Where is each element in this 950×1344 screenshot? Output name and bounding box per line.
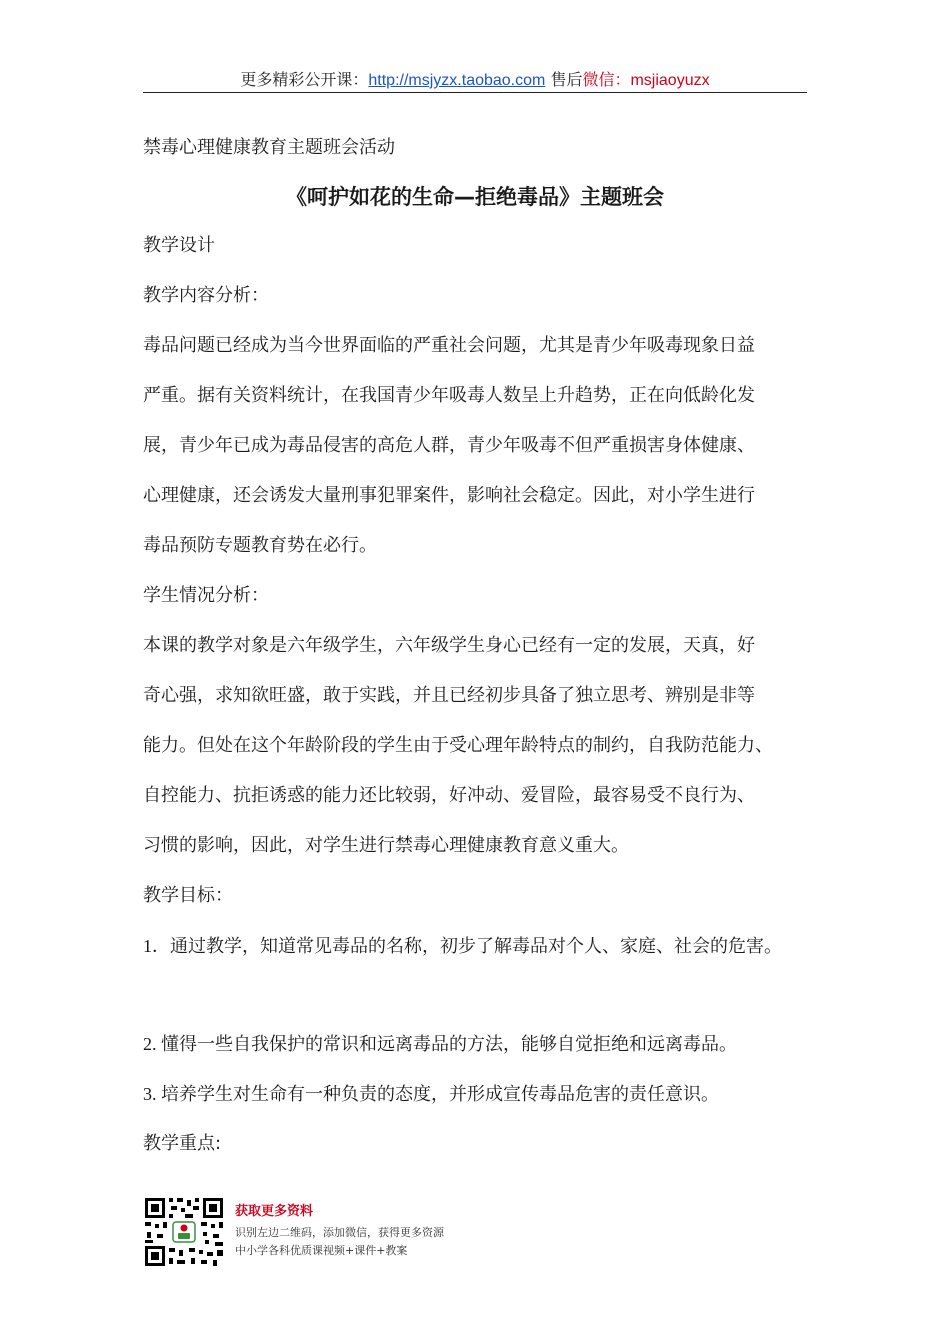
after-sales-label: 售后 [545, 70, 583, 89]
content-line: 严重。据有关资料统计，在我国青少年吸毒人数呈上升趋势，正在向低龄化发 [143, 385, 755, 406]
goal-number: 2. [143, 1034, 161, 1054]
header-divider [143, 92, 807, 93]
shop-link[interactable]: http://msjyzx.taobao.com [368, 72, 546, 89]
section-heading-content: 教学内容分析： [143, 285, 269, 306]
wechat-label: 微信： [582, 70, 631, 89]
content-line: 毒品问题已经成为当今世界面临的严重社会问题，尤其是青少年吸毒现象日益 [143, 335, 755, 356]
goal-text: 懂得一些自我保护的常识和远离毒品的方法，能够自觉拒绝和远离毒品。 [161, 1034, 737, 1055]
qr-code-icon[interactable] [143, 1196, 225, 1268]
section-heading-key: 教学重点: [143, 1133, 222, 1154]
goal-text: 通过教学，知道常见毒品的名称，初步了解毒品对个人、家庭、社会的危害。 [170, 936, 782, 957]
student-line: 习惯的影响，因此，对学生进行禁毒心理健康教育意义重大。 [143, 835, 629, 856]
promo-title: 获取更多资料 [235, 1204, 314, 1219]
wechat-id: msjiaoyuzx [630, 72, 710, 89]
goal-number: 1． [143, 936, 170, 956]
section-heading-design: 教学设计 [143, 235, 215, 256]
section-heading-students: 学生情况分析： [143, 585, 269, 606]
student-line: 能力。但处在这个年龄阶段的学生由于受心理年龄特点的制约，自我防范能力、 [143, 735, 773, 756]
doc-title: 《呵护如花的生命—拒绝毒品》主题班会 [286, 185, 664, 209]
content-line: 毒品预防专题教育势在必行。 [143, 535, 377, 556]
student-line: 本课的教学对象是六年级学生，六年级学生身心已经有一定的发展，天真，好 [143, 635, 755, 656]
content-line: 心理健康，还会诱发大量刑事犯罪案件，影响社会稳定。因此，对小学生进行 [143, 485, 755, 506]
doc-subtitle: 禁毒心理健康教育主题班会活动 [143, 137, 395, 158]
content-line: 展，青少年已成为毒品侵害的高危人群，青少年吸毒不但严重损害身体健康、 [143, 435, 755, 456]
student-line: 自控能力、抗拒诱惑的能力还比较弱，好冲动、爱冒险，最容易受不良行为、 [143, 785, 755, 806]
promo-instruction: 识别左边二维码，添加微信，获得更多资源 [235, 1226, 444, 1239]
student-line: 奇心强，求知欲旺盛，敢于实践，并且已经初步具备了独立思考、辨别是非等 [143, 685, 755, 706]
promo-description: 中小学各科优质课视频+课件+教案 [235, 1244, 408, 1257]
goal-number: 3. [143, 1084, 161, 1104]
section-heading-goals: 教学目标： [143, 885, 233, 906]
goal-text: 培养学生对生命有一种负责的态度，并形成宣传毒品危害的责任意识。 [161, 1084, 719, 1105]
goal-item [143, 933, 782, 960]
promo-banner [143, 1196, 483, 1268]
header-prefix: 更多精彩公开课： [240, 70, 369, 89]
page-header [143, 68, 807, 93]
goal-item [143, 1031, 737, 1058]
goal-item [143, 1081, 719, 1108]
